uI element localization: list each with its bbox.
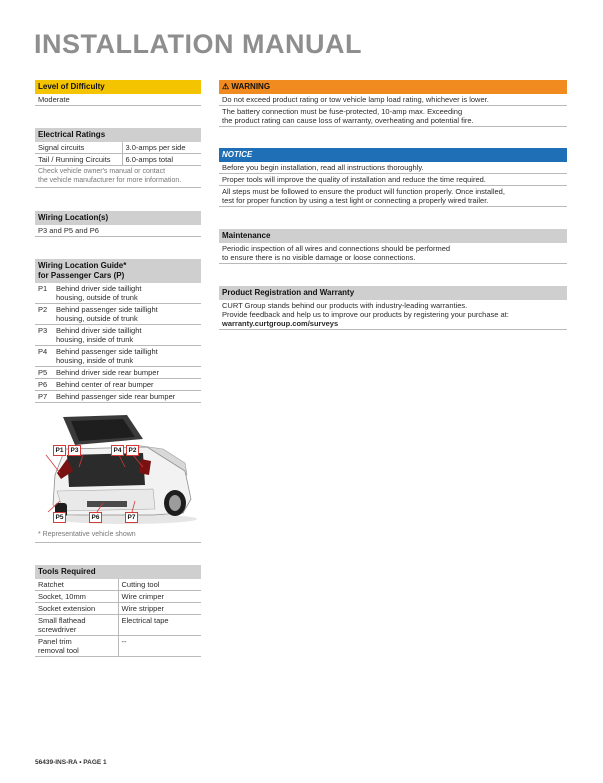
- notice-heading: NOTICE: [219, 148, 567, 162]
- table-row: [35, 283, 201, 304]
- tool-item: Wire crimper: [118, 590, 201, 602]
- difficulty-section: [35, 80, 201, 106]
- maintenance-line: to ensure there is no visible damage or loose connections.: [222, 253, 416, 262]
- illustration-caption: * Representative vehicle shown: [35, 529, 201, 543]
- maintenance-line: Periodic inspection of all wires and connections should be performed: [222, 244, 451, 253]
- marker-p2: P2: [126, 445, 139, 456]
- rating-label: Signal circuits: [35, 142, 122, 154]
- location-guide-table: [35, 283, 201, 403]
- right-column: [219, 80, 567, 330]
- notice-line: Proper tools will improve the quality of installation and reduce the time required.: [219, 174, 567, 186]
- note-line: Check vehicle owner's manual or contact: [38, 168, 166, 175]
- car-rear-icon: [35, 415, 201, 527]
- tool-item: Wire stripper: [118, 602, 201, 614]
- marker-p1: P1: [53, 445, 66, 456]
- tool-item: Socket extension: [35, 602, 118, 614]
- desc-line: housing, inside of trunk: [56, 356, 134, 365]
- table-row: [35, 379, 201, 391]
- rating-value: 6.0-amps total: [122, 154, 201, 166]
- tools-section: [35, 565, 201, 657]
- table-row: [35, 325, 201, 346]
- desc-line: Behind passenger side taillight: [56, 347, 158, 356]
- location-desc: [53, 283, 201, 304]
- tools-table: [35, 579, 201, 657]
- table-row: [35, 346, 201, 367]
- electrical-section: [35, 128, 201, 188]
- desc-line: housing, inside of trunk: [56, 335, 134, 344]
- location-desc: [53, 325, 201, 346]
- heading-line: Wiring Location Guide*: [38, 261, 127, 270]
- rating-value: 3.0-amps per side: [122, 142, 201, 154]
- table-row: [35, 635, 201, 656]
- warning-line: the product rating can cause loss of warranty, overheating and potential fire.: [222, 116, 474, 125]
- marker-p3: P3: [68, 445, 81, 456]
- left-column: [35, 80, 201, 657]
- table-row: [35, 579, 201, 591]
- marker-p7: P7: [125, 512, 138, 523]
- location-code: P1: [35, 283, 53, 304]
- desc-line: housing, outside of trunk: [56, 314, 138, 323]
- location-code: P4: [35, 346, 53, 367]
- location-guide-section: [35, 259, 201, 403]
- electrical-note: [35, 166, 201, 188]
- warning-paragraph: [219, 106, 567, 127]
- vehicle-illustration: [35, 415, 201, 527]
- rating-label: Tail / Running Circuits: [35, 154, 122, 166]
- location-desc: [53, 346, 201, 367]
- table-row: [35, 590, 201, 602]
- table-row: [35, 367, 201, 379]
- warranty-survey-link[interactable]: warranty.curtgroup.com/surveys: [222, 319, 339, 328]
- marker-p6: P6: [89, 512, 102, 523]
- notice-line: test for proper function by using a test light or connecting a properly wired trailer.: [222, 196, 489, 205]
- tool-line: Panel trim: [38, 636, 72, 646]
- wiring-location-section: [35, 211, 201, 237]
- maintenance-heading: Maintenance: [219, 229, 567, 243]
- location-code: P5: [35, 367, 53, 379]
- difficulty-value: Moderate: [35, 94, 201, 106]
- desc-line: Behind passenger side taillight: [56, 305, 158, 314]
- notice-line: Before you begin installation, read all instructions thoroughly.: [219, 162, 567, 174]
- notice-section: [219, 148, 567, 207]
- location-desc: [53, 304, 201, 325]
- notice-line: All steps must be followed to ensure the product will function properly. Once installed,: [222, 187, 505, 196]
- warning-heading: ⚠ WARNING: [219, 80, 567, 94]
- table-row: [35, 391, 201, 403]
- registration-line: Provide feedback and help us to improve our products by registering your purchase at:: [222, 310, 509, 319]
- warning-line: The battery connection must be fuse-protected, 10-amp max. Exceeding: [222, 107, 463, 116]
- warning-section: [219, 80, 567, 127]
- tool-item: Electrical tape: [118, 614, 201, 635]
- table-row: [35, 304, 201, 325]
- tool-item: [35, 635, 118, 656]
- maintenance-paragraph: [219, 243, 567, 264]
- warning-line: Do not exceed product rating or tow vehicle lamp load rating, whichever is lower.: [219, 94, 567, 106]
- table-row: [35, 614, 201, 635]
- tool-line: screwdriver: [38, 624, 77, 634]
- desc-line: housing, outside of trunk: [56, 293, 138, 302]
- table-row: [35, 602, 201, 614]
- marker-p5: P5: [53, 512, 66, 523]
- marker-p4: P4: [111, 445, 124, 456]
- tools-heading: Tools Required: [35, 565, 201, 579]
- tool-item: Socket, 10mm: [35, 590, 118, 602]
- wiring-location-heading: Wiring Location(s): [35, 211, 201, 225]
- maintenance-section: [219, 229, 567, 264]
- location-code: P3: [35, 325, 53, 346]
- location-code: P7: [35, 391, 53, 403]
- difficulty-heading: Level of Difficulty: [35, 80, 201, 94]
- table-row: [35, 154, 201, 166]
- tool-item: [35, 614, 118, 635]
- desc-line: Behind driver side taillight: [56, 284, 142, 293]
- location-code: P6: [35, 379, 53, 391]
- location-desc: Behind passenger side rear bumper: [53, 391, 201, 403]
- page-title: INSTALLATION MANUAL: [34, 29, 362, 59]
- tool-line: removal tool: [38, 645, 79, 655]
- location-code: P2: [35, 304, 53, 325]
- page-footer: 56439-INS-RA • PAGE 1: [35, 759, 107, 766]
- registration-line: CURT Group stands behind our products with industry-leading warranties.: [222, 301, 468, 310]
- location-guide-heading: [35, 259, 201, 283]
- table-row: [35, 142, 201, 154]
- desc-line: Behind driver side taillight: [56, 326, 142, 335]
- location-desc: Behind center of rear bumper: [53, 379, 201, 391]
- notice-paragraph: [219, 186, 567, 207]
- wiring-location-value: P3 and P5 and P6: [35, 225, 201, 237]
- registration-section: [219, 286, 567, 330]
- tool-line: Small flathead: [38, 615, 86, 625]
- electrical-heading: Electrical Ratings: [35, 128, 201, 142]
- registration-heading: Product Registration and Warranty: [219, 286, 567, 300]
- heading-line: for Passenger Cars (P): [38, 271, 125, 280]
- registration-paragraph: [219, 300, 567, 330]
- location-desc: Behind driver side rear bumper: [53, 367, 201, 379]
- electrical-table: [35, 142, 201, 166]
- note-line: the vehicle manufacturer for more information.: [38, 176, 182, 184]
- tool-item: --: [118, 635, 201, 656]
- tool-item: Ratchet: [35, 579, 118, 591]
- tool-item: Cutting tool: [118, 579, 201, 591]
